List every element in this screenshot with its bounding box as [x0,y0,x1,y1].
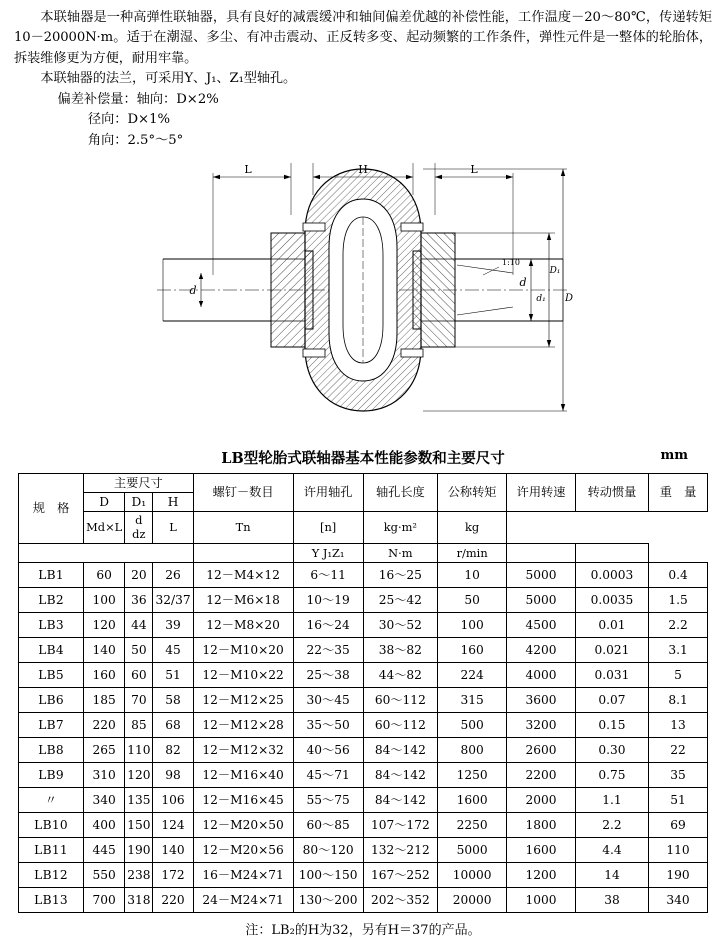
table-header-group-row [19,474,708,493]
cell-len: 38～82 [363,637,437,662]
taper-label: 1:10 [502,258,520,268]
table-row [19,712,708,737]
header-sub-D: D [84,493,125,512]
cell-len: 107～172 [363,812,437,837]
header-blank-inertia [507,543,576,562]
table-row [19,612,708,637]
cell-D: 100 [84,587,125,612]
cell-screw: 12－M12×28 [193,712,293,737]
cell-n: 4500 [507,612,576,637]
cell-len: 44～82 [363,662,437,687]
dim-label-d1: d₁ [536,294,546,305]
cell-spec: LB8 [19,737,84,762]
cell-bore: 130～200 [293,887,363,912]
cell-weight: 3.1 [649,637,708,662]
cell-D: 120 [84,612,125,637]
header-sub-inertia-unit: kg·m² [363,512,437,544]
cell-screw: 12－M4×12 [193,562,293,587]
cell-H: 51 [153,662,193,687]
cell-bore: 40～56 [293,737,363,762]
cell-spec: LB3 [19,612,84,637]
cell-D: 60 [84,562,125,587]
cell-screw: 24－M24×71 [193,887,293,912]
header-bore: 许用轴孔 [293,474,363,512]
deviation-angular-line [14,131,712,151]
table-row [19,637,708,662]
cell-screw: 12－M12×25 [193,687,293,712]
deviation-compensation-block [14,90,712,151]
cell-n: 3600 [507,687,576,712]
cell-Tn: 224 [438,662,507,687]
cell-D1: 150 [125,812,153,837]
cell-screw: 12－M10×22 [193,662,293,687]
cell-len: 60～112 [363,712,437,737]
cell-spec: LB4 [19,637,84,662]
cell-D: 445 [84,837,125,862]
cell-inertia: 0.0003 [575,562,648,587]
cell-screw: 12－M6×18 [193,587,293,612]
header-sub-L: L [153,512,193,544]
cell-spec: 〃 [19,787,84,812]
cell-D1: 85 [125,712,153,737]
table-note: 注：LB₂的H为32，另有H＝37的产品。 [245,922,481,938]
cell-inertia: 2.2 [575,812,648,837]
cell-screw: 12－M20×50 [193,812,293,837]
table-row [19,837,708,862]
intro-text-block [14,8,712,90]
cell-n: 5000 [507,587,576,612]
cell-n: 2000 [507,787,576,812]
cell-D: 160 [84,662,125,687]
cell-D: 340 [84,787,125,812]
cell-H: 26 [153,562,193,587]
table-row [19,812,708,837]
cell-screw: 12－M8×20 [193,612,293,637]
cell-weight: 0.4 [649,562,708,587]
cell-D: 265 [84,737,125,762]
cell-len: 202～352 [363,887,437,912]
cell-weight: 35 [649,762,708,787]
header-bore-length: 轴孔长度 [363,474,437,512]
cell-H: 106 [153,787,193,812]
table-row [19,887,708,912]
table-row [19,787,708,812]
cell-bore: 45～71 [293,762,363,787]
table-row [19,862,708,887]
cell-Tn: 160 [438,637,507,662]
dim-label-H: H [358,163,368,177]
deviation-radial: 径向：D×1% [87,112,171,128]
cell-H: 45 [153,637,193,662]
header-inertia: 转动惯量 [575,474,648,512]
header-weight: 重 量 [649,474,708,512]
cell-spec: LB9 [19,762,84,787]
table-body [19,562,708,912]
cell-spec: LB11 [19,837,84,862]
table-row [19,762,708,787]
cell-weight: 2.2 [649,612,708,637]
cell-inertia: 0.30 [575,737,648,762]
cell-Tn: 1250 [438,762,507,787]
cell-bore: 6～11 [293,562,363,587]
cell-weight: 22 [649,737,708,762]
deviation-angular: 角向：2.5°～5° [87,132,184,148]
cell-Tn: 100 [438,612,507,637]
cell-D1: 44 [125,612,153,637]
cell-H: 32/37 [153,587,193,612]
cell-n: 1800 [507,812,576,837]
cell-screw: 12－M20×56 [193,837,293,862]
cell-D1: 190 [125,837,153,862]
coupling-technical-drawing [14,155,712,445]
cell-D1: 120 [125,762,153,787]
cell-D1: 50 [125,637,153,662]
cell-len: 30～52 [363,612,437,637]
cell-spec: LB10 [19,812,84,837]
header-unit-YJZ: Y J₁Z₁ [293,543,363,562]
cell-Tn: 5000 [438,837,507,862]
cell-bore: 100～150 [293,862,363,887]
cell-bore: 16～24 [293,612,363,637]
cell-len: 60～112 [363,687,437,712]
cell-D: 400 [84,812,125,837]
specification-table [18,473,708,913]
table-row [19,687,708,712]
drawing-svg [153,155,573,443]
header-unit-rmin: r/min [438,543,507,562]
cell-Tn: 800 [438,737,507,762]
cell-spec: LB2 [19,587,84,612]
cell-len: 84～142 [363,762,437,787]
cell-weight: 340 [649,887,708,912]
cell-spec: LB1 [19,562,84,587]
cell-Tn: 500 [438,712,507,737]
cell-weight: 13 [649,712,708,737]
cell-spec: LB6 [19,687,84,712]
cell-screw: 12－M12×32 [193,737,293,762]
table-title-row [14,447,712,468]
header-sub-n: [n] [293,512,363,544]
cell-Tn: 315 [438,687,507,712]
cell-D: 140 [84,637,125,662]
cell-D1: 135 [125,787,153,812]
cell-spec: LB13 [19,887,84,912]
cell-len: 132～212 [363,837,437,862]
cell-weight: 1.5 [649,587,708,612]
header-torque: 公称转矩 [438,474,507,512]
deviation-label-line [14,90,712,110]
cell-screw: 16－M24×71 [193,862,293,887]
cell-D: 550 [84,862,125,887]
cell-bore: 55～75 [293,787,363,812]
cell-spec: LB7 [19,712,84,737]
dim-label-D1: D₁ [549,266,561,277]
cell-weight: 51 [649,787,708,812]
header-sub-D1: D₁ [125,493,153,512]
cell-screw: 12－M16×45 [193,787,293,812]
cell-weight: 110 [649,837,708,862]
deviation-radial-line [14,110,712,130]
table-head [19,474,708,563]
cell-inertia: 0.07 [575,687,648,712]
cell-D1: 60 [125,662,153,687]
cell-H: 82 [153,737,193,762]
dim-label-D: D [564,293,573,305]
cell-H: 220 [153,887,193,912]
cell-D1: 110 [125,737,153,762]
header-spec: 规 格 [19,474,84,544]
cell-weight: 69 [649,812,708,837]
cell-inertia: 4.4 [575,837,648,862]
cell-bore: 30～45 [293,687,363,712]
cell-H: 58 [153,687,193,712]
cell-D1: 20 [125,562,153,587]
cell-Tn: 10 [438,562,507,587]
table-row [19,587,708,612]
cell-Tn: 20000 [438,887,507,912]
cell-inertia: 0.031 [575,662,648,687]
cell-n: 2200 [507,762,576,787]
cell-len: 167～252 [363,862,437,887]
dim-label-d-left: d [189,284,197,298]
header-main-dims: 主要尺寸 [84,474,193,493]
cell-bore: 10～19 [293,587,363,612]
header-blank-left [19,543,194,562]
cell-D1: 70 [125,687,153,712]
cell-H: 98 [153,762,193,787]
cell-Tn: 1600 [438,787,507,812]
cell-inertia: 0.021 [575,637,648,662]
table-header-unit-row-2 [19,543,708,562]
cell-len: 16～25 [363,562,437,587]
cell-D: 185 [84,687,125,712]
cell-n: 1200 [507,862,576,887]
table-row [19,662,708,687]
cell-n: 1600 [507,837,576,862]
dim-label-d-right: d [519,276,527,290]
header-speed: 许用转速 [507,474,576,512]
cell-D1: 36 [125,587,153,612]
cell-inertia: 0.75 [575,762,648,787]
cell-Tn: 2250 [438,812,507,837]
header-sub-weight-unit: kg [438,512,507,544]
cell-H: 68 [153,712,193,737]
cell-inertia: 1.1 [575,787,648,812]
cell-inertia: 0.0035 [575,587,648,612]
deviation-axial: 轴向：D×2% [136,91,219,107]
cell-screw: 12－M10×20 [193,637,293,662]
cell-bore: 22～35 [293,637,363,662]
cell-len: 84～142 [363,787,437,812]
table-row [19,562,708,587]
header-unit-Nm: N·m [363,543,437,562]
cell-D: 220 [84,712,125,737]
header-screws: 螺钉－数目 [193,474,293,512]
table-header-unit-row [19,512,708,544]
cell-weight: 190 [649,862,708,887]
cell-H: 172 [153,862,193,887]
table-unit-label: mm [660,448,688,464]
cell-weight: 8.1 [649,687,708,712]
cell-n: 1000 [507,887,576,912]
intro-paragraph-2: 本联轴器的法兰，可采用Y、J₁、Z₁型轴孔。 [40,71,297,87]
cell-D: 310 [84,762,125,787]
cell-spec: LB5 [19,662,84,687]
cell-bore: 60～85 [293,812,363,837]
cell-inertia: 38 [575,887,648,912]
table-row [19,737,708,762]
intro-paragraph-1: 本联轴器是一种高弹性联轴器，具有良好的减震缓冲和轴间偏差优越的补偿性能，工作温度－20～80℃，传递转矩10－20000N·m。适于在潮湿、多尘、有冲击震动、正反转多变、起动频繁的工作条件，弹性元件是一整体的轮胎体，拆装维修更为方便，耐用牢靠。 [14,10,712,66]
cell-inertia: 0.01 [575,612,648,637]
cell-n: 3200 [507,712,576,737]
dim-label-L-left: L [244,163,252,177]
deviation-label: 偏差补偿量： [57,91,137,107]
cell-len: 84～142 [363,737,437,762]
header-sub-Tn: Tn [193,512,293,544]
cell-n: 4000 [507,662,576,687]
cell-bore: 80～120 [293,837,363,862]
cell-n: 2600 [507,737,576,762]
cell-D1: 318 [125,887,153,912]
cell-screw: 12－M16×40 [193,762,293,787]
cell-weight: 5 [649,662,708,687]
cell-bore: 35～50 [293,712,363,737]
cell-D: 700 [84,887,125,912]
cell-H: 39 [153,612,193,637]
header-blank-bore [193,543,293,562]
header-blank-weight [575,543,648,562]
cell-H: 140 [153,837,193,862]
cell-Tn: 50 [438,587,507,612]
cell-spec: LB12 [19,862,84,887]
cell-H: 124 [153,812,193,837]
cell-inertia: 0.15 [575,712,648,737]
cell-n: 4200 [507,637,576,662]
cell-len: 25～42 [363,587,437,612]
header-sub-d-dz: d dz [125,512,153,544]
cell-D1: 238 [125,862,153,887]
header-sub-H: H [153,493,193,512]
table-title: LB型轮胎式联轴器基本性能参数和主要尺寸 [221,450,505,468]
cell-n: 5000 [507,562,576,587]
cell-inertia: 14 [575,862,648,887]
dim-label-L-right: L [470,163,478,177]
cell-bore: 25～38 [293,662,363,687]
header-sub-MdL: Md×L [84,512,125,544]
cell-Tn: 10000 [438,862,507,887]
